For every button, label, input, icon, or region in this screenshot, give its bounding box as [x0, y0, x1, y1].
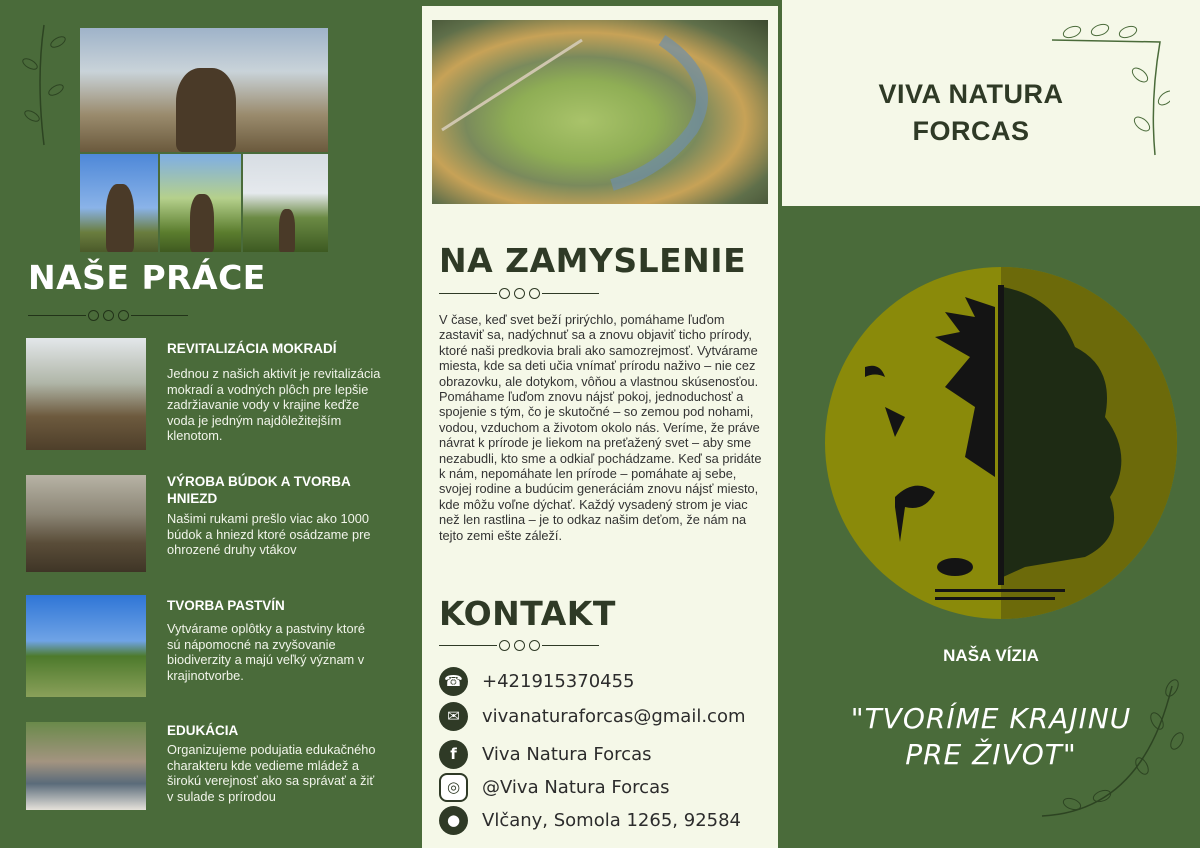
leaf-vine-decoration — [14, 20, 76, 150]
old-tree-photo — [80, 28, 328, 152]
work-heading: TVORBA PASTVÍN — [167, 598, 285, 613]
motto-line: PRE ŽIVOT" — [905, 738, 1077, 771]
facebook-icon: f — [439, 740, 468, 769]
work-heading: VÝROBA BÚDOK A TVORBA HNIEZD — [167, 474, 351, 506]
vision-title: NAŠA VÍZIA — [943, 646, 1039, 665]
flower-divider — [439, 638, 599, 652]
contact-address[interactable] — [439, 805, 741, 835]
right-panel — [782, 0, 1200, 848]
leaf-vine-decoration — [1032, 676, 1192, 826]
flower-divider — [28, 308, 188, 322]
contact-phone[interactable] — [439, 666, 635, 696]
nature-silhouette-logo — [825, 267, 1177, 619]
aerial-landscape-photo — [432, 20, 768, 204]
willow-sprouting-photo — [160, 154, 241, 252]
contact-title: KONTAKT — [439, 594, 616, 633]
address[interactable]: Vlčany, Somola 1265, 92584 — [482, 809, 741, 831]
email-address[interactable]: vivanaturaforcas@gmail.com — [482, 705, 746, 727]
facebook-name[interactable]: Viva Natura Forcas — [482, 743, 652, 765]
brand-line: VIVA NATURA — [878, 79, 1064, 109]
email-icon: ✉ — [439, 702, 468, 731]
work-description: Jednou z našich aktivít je revitalizácia mokradí a vodných plôch pre lepšie zadržiavanie vody v krajine keďže voda je jedným najdôležitejším klenotom. — [167, 366, 381, 443]
reflect-title: NA ZAMYSLENIE — [439, 241, 747, 280]
instagram-handle[interactable]: @Viva Natura Forcas — [482, 776, 670, 798]
work-description: Vytvárame oplôtky a pastviny ktoré sú nápomocné na zvyšovanie biodiverzity a majú veľký význam v krajinotvorbe. — [167, 621, 365, 683]
work-heading: EDUKÁCIA — [167, 723, 239, 738]
work-description: Našimi rukami prešlo viac ako 1000 búdok a hniezd ktoré osádzame pre ohrozené druhy vtákov — [167, 511, 371, 557]
phone-number[interactable]: +421915370455 — [482, 670, 635, 692]
work-description: Organizujeme podujatia edukačného charakteru kde vedieme mládež a širokú verejnosť ako sa správať a žiť v sulade s prírodou — [167, 742, 376, 804]
reflect-paragraph: V čase, keď svet beží prirýchlo, pomáhame ľuďom zastaviť sa, nadýchnuť sa a znovu objaviť ticho prírody, ktoré naši predkovia brali ako samozrejmosť. Vytvárame miesta, kde sa deti učia vnímať prírodu naživo – nie cez obrazovku, ale dotykom, vôňou a vlastnou skúsenosťou. Pomáhame ľuďom znovu nájsť pokoj, jednoduchosť a spojenie s tým, čo je skutočné – so zemou pod nohami, vodou, vzduchom a životom okolo nás. Veríme, že práve návrat k prírode je liekom na preťažený svet – aby sme nezabudli, kto sme a odkiaľ pochádzame. Keď sa pridáte k nám, nepomáhate len prírode – pomáhate aj sebe, svojej rodine a budúcim generáciám znovu nájsť miesto, kde môžu voľne dýchať. Každý vysadený strom je viac než len rastlina – je to odkaz našim deťom, že nám na tejto zemi ešte záleží. — [439, 312, 762, 543]
location-icon: ● — [439, 806, 468, 835]
middle-panel — [418, 0, 782, 848]
pasture-fence-photo — [26, 595, 146, 697]
flower-divider — [439, 286, 599, 300]
wetland-excavator-photo — [26, 338, 146, 450]
brand-line: FORCAS — [912, 116, 1030, 146]
phone-icon: ☎ — [439, 667, 468, 696]
instagram-icon: ◎ — [439, 773, 468, 802]
nest-boxes-photo — [26, 475, 146, 572]
brand-name — [802, 76, 1140, 150]
willow-stump-photo — [80, 154, 158, 252]
contact-instagram[interactable] — [439, 772, 669, 802]
motto-line: "TVORÍME KRAJINU — [850, 702, 1132, 735]
brand-header — [782, 0, 1200, 206]
works-title: NAŠE PRÁCE — [28, 258, 266, 297]
contact-facebook[interactable] — [439, 739, 651, 769]
work-heading: REVITALIZÁCIA MOKRADÍ — [167, 341, 337, 356]
left-panel — [0, 0, 418, 848]
education-group-photo — [26, 722, 146, 810]
contact-email[interactable] — [439, 701, 746, 731]
willow-crown-photo — [243, 154, 328, 252]
